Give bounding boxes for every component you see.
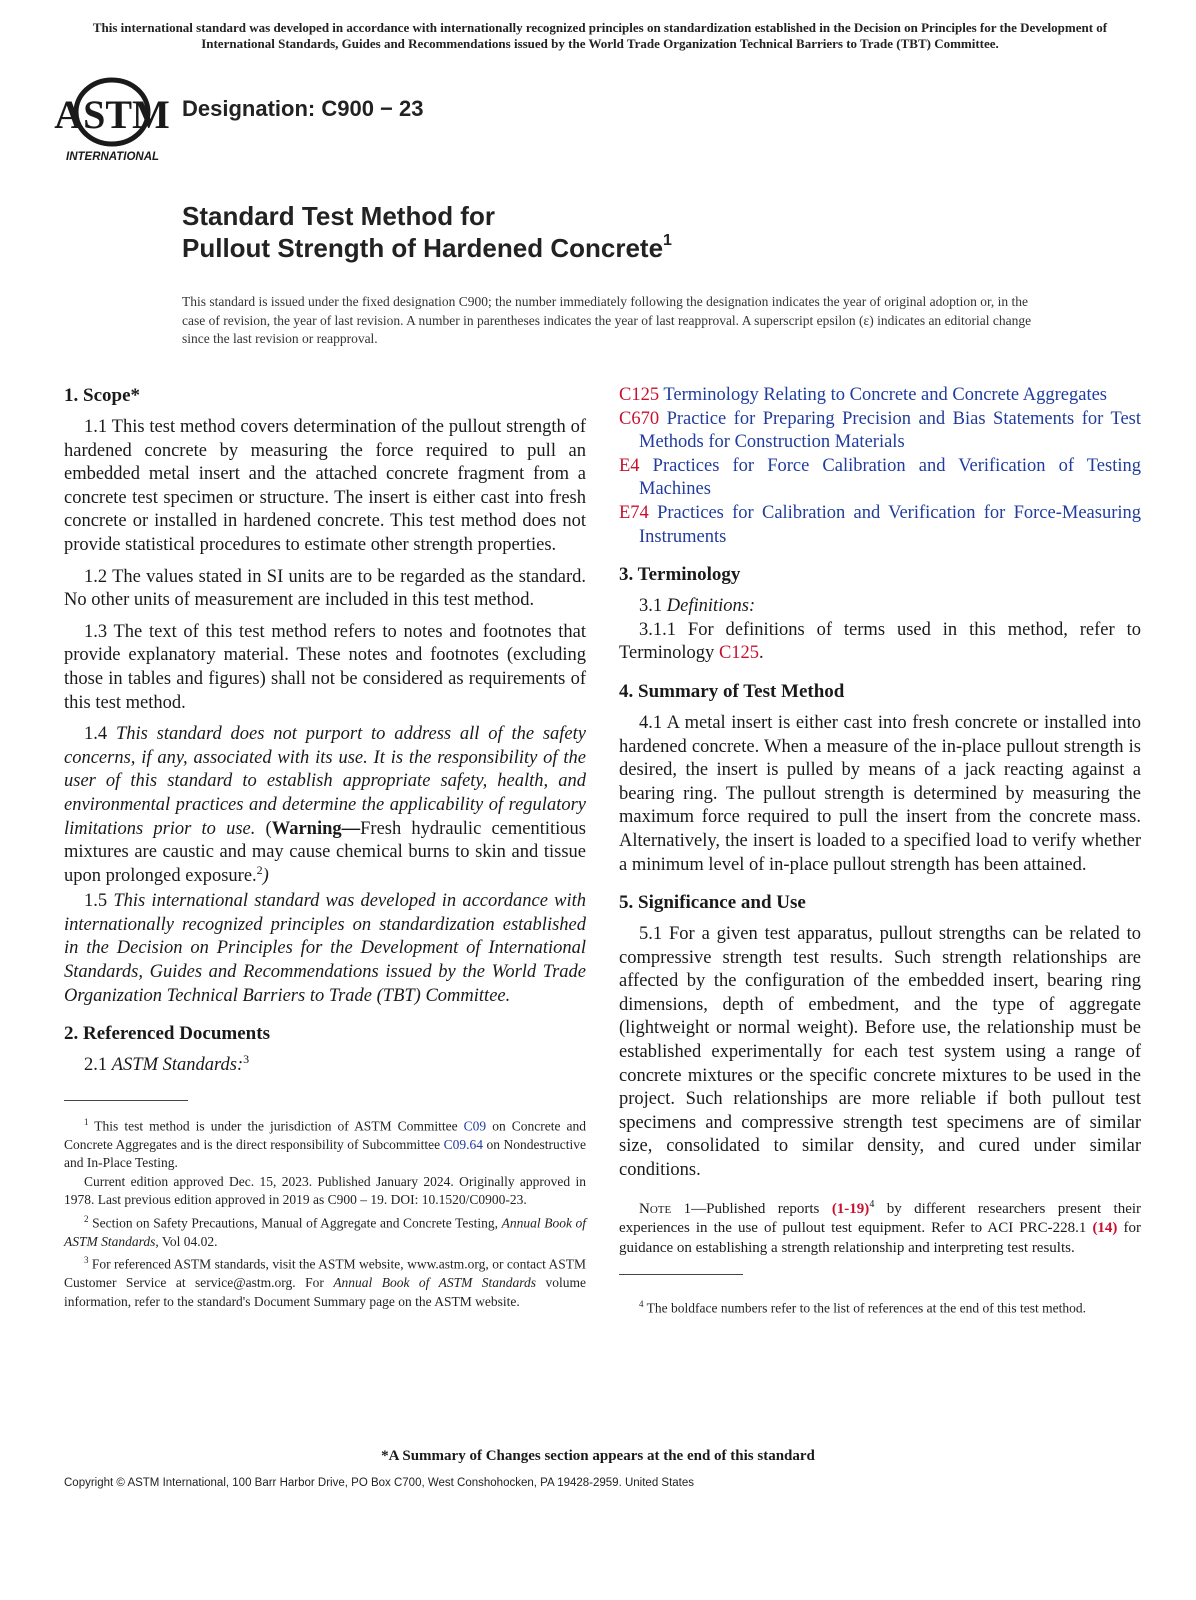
para-3-1-1: 3.1.1 For definitions of terms used in this method, refer to Terminology C125. [619, 619, 1141, 664]
list-item[interactable]: E4 Practices for Force Calibration and Verification of Testing Machines [619, 455, 1141, 500]
list-item[interactable]: C670 Practice for Preparing Precision and Bias Statements for Test Methods for Construction Materials [619, 408, 1142, 453]
section-5-heading: 5. Significance and Use [619, 892, 806, 914]
designation: Designation: C900 − 23 [182, 96, 424, 121]
right-column [619, 384, 1141, 1318]
ref-code[interactable]: C125 [619, 385, 660, 405]
para-1-3: 1.3 The text of this test method refers to notes and footnotes that provide explanatory material. These notes and footnotes (excluding those in tables and figures) shall not be considered as requirements of this test method. [64, 621, 586, 713]
top-note: This international standard was developed in accordance with internationally recognized principles on standardization established in the Decision on Principles for the Development of International Standards, Guides and Recommendations issued by the World Trade Organization Technical Barriers to Trade (TBT) Committee. [92, 20, 1108, 51]
para-1-1: 1.1 This test method covers determination of the pullout strength of hardened concrete by measuring the force required to pull an embedded metal insert and the attached concrete fragment from a concrete test specimen or structure. The insert is either cast into fresh concrete or installed in hardened concrete. This test method does not provide statistical procedures to estimate other strength properties. [64, 417, 586, 555]
para-1-2: 1.2 The values stated in SI units are to be regarded as the standard. No other units of measurement are included in this test method. [64, 566, 586, 611]
footnote-4: $^4$ The boldface numbers refer to the list of references at the end of this test method. [639, 1299, 1086, 1316]
para-1-5: 1.5 This international standard was developed in accordance with internationally recognized principles on standardization established in the Decision on Principles for the Development of International Standards, Guides and Recommendations issued by the World Trade Organization Technical Barriers to Trade (TBT) Committee. [64, 891, 587, 1006]
footnotes-right [619, 1295, 1141, 1318]
note-1: Note 1—Published reports $(1-19)^4$ by different researchers present their experiences in the use of pullout test equipment. Refer to ACI PRC-228.1 (14) for guidance on establishing a strength relationship and interpreting test results. [619, 1198, 1142, 1256]
footnote-3: $^3$ For referenced ASTM standards, visit the ASTM website, www.astm.org, or contact ASTM Customer Service at service@astm.org. For Annual Book of ASTM Standards volume information, refer to the standard's Document Summary page on the ASTM website. [64, 1255, 586, 1309]
svg-text:ASTM: ASTM [54, 92, 170, 137]
list-item[interactable]: E74 Practices for Calibration and Verification for Force-Measuring Instruments [619, 502, 1141, 547]
link-ref-14[interactable]: (14) [1092, 1220, 1118, 1237]
astm-logo [54, 70, 170, 164]
logo-international-text: INTERNATIONAL [66, 151, 160, 163]
link-refs-1-19[interactable]: (1-19) [831, 1200, 870, 1217]
para-4-1: 4.1 A metal insert is either cast into fresh concrete or installed into hardened concrete. When a measure of the in-place pullout strength is desired, the insert is pulled by means of a jack reacting against a bearing ring. The pullout strength is determined by measuring the maximum force required to pull the insert from the concrete mass. Alternatively, the insert is loaded to a specified load to verify whether a minimum level of in-place pullout strength has been attained. [619, 712, 1141, 875]
footnote-divider [64, 1100, 188, 1101]
copyright: Copyright © ASTM International, 100 Barr Harbor Drive, PO Box C700, West Conshohocken, PA 19428-2959. United States [64, 1477, 695, 1489]
ref-code[interactable]: E4 [619, 455, 640, 476]
para-1-4: 1.4 This standard does not purport to address all of the safety concerns, if any, associated with its use. It is the responsibility of the user of this standard to establish appropriate safety, health, and environmental practices and determine the applicability of regulatory limitations prior to use. (Warning—Fresh hydraulic cementitious mixtures are caustic and may cause chemical burns to skin and tissue upon prolonged exposure.$^2$) [64, 724, 586, 886]
link-c09[interactable]: C09 [463, 1118, 487, 1134]
footnote-divider [619, 1274, 743, 1275]
title-footnote-ref[interactable]: 1 [663, 232, 672, 249]
section-3-heading: 3. Terminology [619, 564, 741, 586]
ref-code[interactable]: E74 [619, 502, 649, 523]
footnotes-left [64, 1113, 586, 1312]
page-title [182, 200, 672, 264]
footnote-1-edition: Current edition approved Dec. 15, 2023. Published January 2024. Originally approved in 1978. Last previous edition approved in 2019 as C900 – 19. DOI: 10.1520/C0900-23. [64, 1173, 586, 1208]
para-2-1: 2.1 ASTM Standards:$^3$ [84, 1052, 250, 1076]
section-1-heading: 1. Scope* [64, 385, 140, 406]
para-5-1: 5.1 For a given test apparatus, pullout strengths can be related to compressive strength test results. Such strength relationships are affected by the configuration of the embedded insert, bearing ring dimensions, depth of embedment, and the type of aggregate (lightweight or normal weight). Before use, the relationship must be established experimentally for each test system using a range of concrete mixtures or the specific concrete mixtures to be used in the project. Such relationships are more reliable if both pullout test specimens and compressive strength test specimens are of similar size, consolidated to similar density, and cured under similar conditions. [619, 924, 1141, 1181]
para-3-1: 3.1 Definitions: [639, 596, 756, 617]
link-c125[interactable]: C125 [718, 643, 760, 664]
title-line-2: Pullout Strength of Hardened Concrete$^1$ [182, 232, 672, 263]
title-line-1: Standard Test Method for [182, 201, 495, 231]
list-item[interactable]: C125 Terminology Relating to Concrete and Concrete Aggregates [619, 385, 1107, 405]
link-c09-64[interactable]: C09.64 [443, 1136, 483, 1152]
referenced-standards-list [619, 384, 1141, 549]
ref-code[interactable]: C670 [619, 408, 660, 429]
summary-of-changes-note: *A Summary of Changes section appears at the end of this standard [381, 1448, 815, 1464]
issued-statement: This standard is issued under the fixed designation C900; the number immediately following the designation indicates the year of original adoption or, in the case of revision, the year of last revision. A number in parentheses indicates the year of last reapproval. A superscript epsilon (ε) indicates an editorial change since the last revision or reapproval. [182, 294, 1032, 346]
footnote-2: $^2$ Section on Safety Precautions, Manual of Aggregate and Concrete Testing, Annual Book of ASTM Standards, Vol 04.02. [64, 1213, 587, 1249]
left-column [64, 384, 586, 1311]
section-2-heading: 2. Referenced Documents [64, 1023, 270, 1045]
section-4-heading: 4. Summary of Test Method [619, 680, 845, 702]
footnote-1: $^1$ This test method is under the jurisdiction of ASTM Committee C09 on Concrete and Concrete Aggregates and is the direct responsibility of Subcommittee C09.64 on Nondestructive and In-Place Testing. [64, 1116, 587, 1171]
